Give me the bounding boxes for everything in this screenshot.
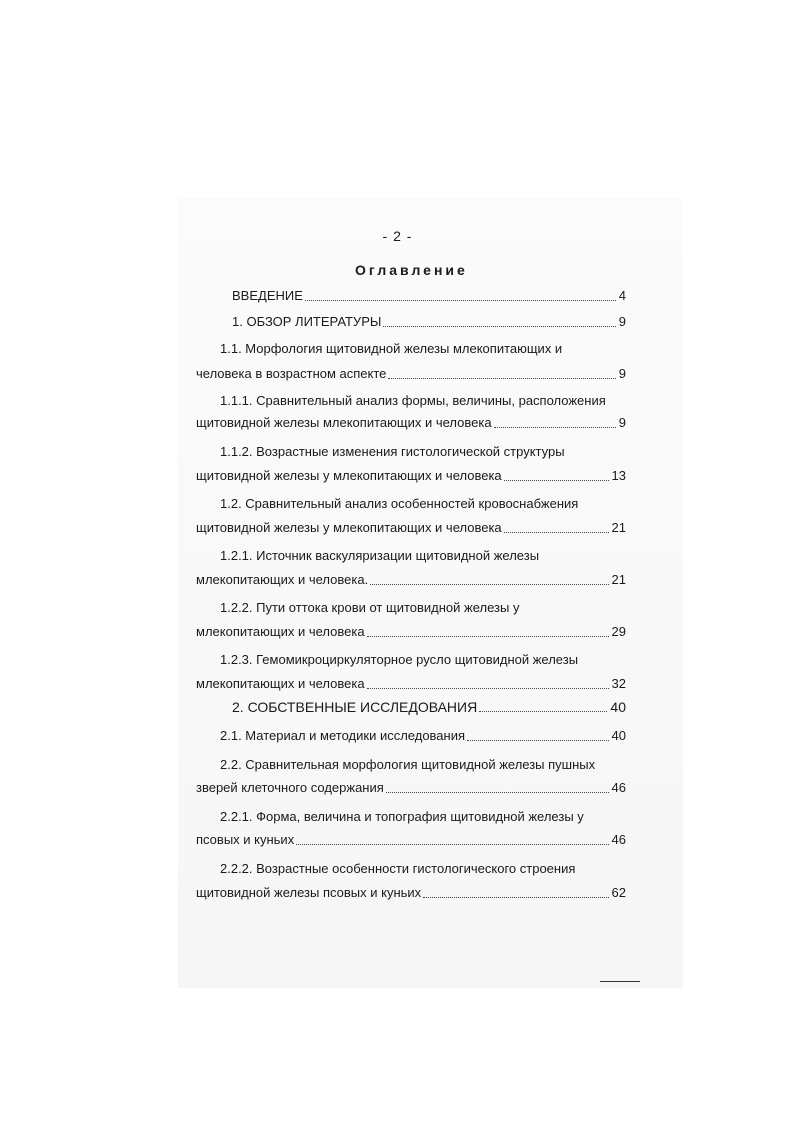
- toc-entry-1-1-1: [196, 415, 626, 431]
- toc-entry-1-1-2: [196, 468, 626, 484]
- toc-entry-first-line: 1.1.1. Сравнительный анализ формы, величины, расположения: [220, 393, 606, 408]
- leader-dots: [504, 480, 609, 481]
- toc-entry-literature-review: [232, 314, 626, 330]
- leader-dots: [383, 326, 615, 327]
- toc-entry-page: 29: [611, 624, 626, 639]
- toc-entry-title: псовых и куньих: [196, 832, 295, 847]
- toc-entry-first-line: 1.1.2. Возрастные изменения гистологической структуры: [220, 444, 565, 459]
- toc-entry-title: человека в возрастном аспекте: [196, 366, 387, 381]
- toc-entry-title: млекопитающих и человека.: [196, 572, 369, 587]
- leader-dots: [296, 844, 608, 845]
- toc-entry-page: 40: [611, 728, 626, 743]
- toc-entry-title: млекопитающих и человека: [196, 676, 365, 691]
- toc-entry-page: 46: [611, 780, 626, 795]
- leader-dots: [423, 897, 608, 898]
- toc-entry-page: 21: [611, 520, 626, 535]
- toc-entry-first-line: 2.2.2. Возрастные особенности гистологического строения: [220, 861, 576, 876]
- toc-entry-title: зверей клеточного содержания: [196, 780, 384, 795]
- page-number: - 2 -: [382, 228, 413, 244]
- toc-entry-page: 21: [611, 572, 626, 587]
- toc-entry-2-2-2: [196, 885, 626, 901]
- toc-entry-1-2: [196, 520, 626, 536]
- toc-entry-first-line: 2.2.1. Форма, величина и топография щитовидной железы у: [220, 809, 584, 824]
- toc-entry-first-line: 1.1. Морфология щитовидной железы млекопитающих и: [220, 341, 563, 356]
- footer-rule: [600, 981, 640, 982]
- toc-entry-title: 1. ОБЗОР ЛИТЕРАТУРЫ: [232, 314, 382, 329]
- leader-dots: [388, 378, 615, 379]
- toc-entry-2-2: [196, 780, 626, 796]
- toc-entry-1-2-1: [196, 572, 626, 588]
- toc-entry-first-line: 2.2. Сравнительная морфология щитовидной железы пушных: [220, 757, 596, 772]
- leader-dots: [504, 532, 609, 533]
- leader-dots: [467, 740, 609, 741]
- toc-entry-introduction: [232, 288, 626, 304]
- leader-dots: [305, 300, 616, 301]
- toc-entry-own-research: [232, 699, 626, 715]
- leader-dots: [479, 711, 607, 712]
- toc-entry-page: 40: [610, 699, 626, 715]
- toc-entry-1-2-2: [196, 624, 626, 640]
- toc-entry-2-2-1: [196, 832, 626, 848]
- toc-entry-1-2-3: [196, 676, 626, 692]
- toc-entry-page: 4: [618, 288, 626, 303]
- toc-entry-first-line: 1.2.2. Пути оттока крови от щитовидной железы у: [220, 600, 520, 615]
- leader-dots: [367, 636, 609, 637]
- toc-entry-title: 2. СОБСТВЕННЫЕ ИССЛЕДОВАНИЯ: [232, 699, 478, 715]
- toc-entry-title: 2.1. Материал и методики исследования: [220, 728, 466, 743]
- leader-dots: [367, 688, 609, 689]
- toc-entry-page: 9: [618, 366, 626, 381]
- toc-entry-2-1: [220, 728, 626, 744]
- toc-entry-title: щитовидной железы млекопитающих и человека: [196, 415, 492, 430]
- toc-entry-page: 32: [611, 676, 626, 691]
- toc-entry-title: щитовидной железы у млекопитающих и человека: [196, 468, 502, 483]
- toc-entry-page: 9: [618, 314, 626, 329]
- toc-entry-first-line: 1.2.1. Источник васкуляризации щитовидной железы: [220, 548, 540, 563]
- leader-dots: [494, 427, 616, 428]
- leader-dots: [370, 584, 608, 585]
- toc-entry-1-1: [196, 366, 626, 382]
- leader-dots: [386, 792, 609, 793]
- toc-entry-title: ВВЕДЕНИЕ: [232, 288, 303, 303]
- toc-entry-title: млекопитающих и человека: [196, 624, 365, 639]
- toc-entry-page: 13: [611, 468, 626, 483]
- toc-entry-first-line: 1.2.3. Гемомикроциркуляторное русло щитовидной железы: [220, 652, 579, 667]
- toc-entry-page: 9: [618, 415, 626, 430]
- toc-entry-page: 62: [611, 885, 626, 900]
- toc-entry-title: щитовидной железы псовых и куньих: [196, 885, 422, 900]
- toc-title: Оглавление: [355, 262, 468, 278]
- toc-entry-first-line: 1.2. Сравнительный анализ особенностей кровоснабжения: [220, 496, 579, 511]
- toc-entry-page: 46: [611, 832, 626, 847]
- toc-entry-title: щитовидной железы у млекопитающих и человека: [196, 520, 502, 535]
